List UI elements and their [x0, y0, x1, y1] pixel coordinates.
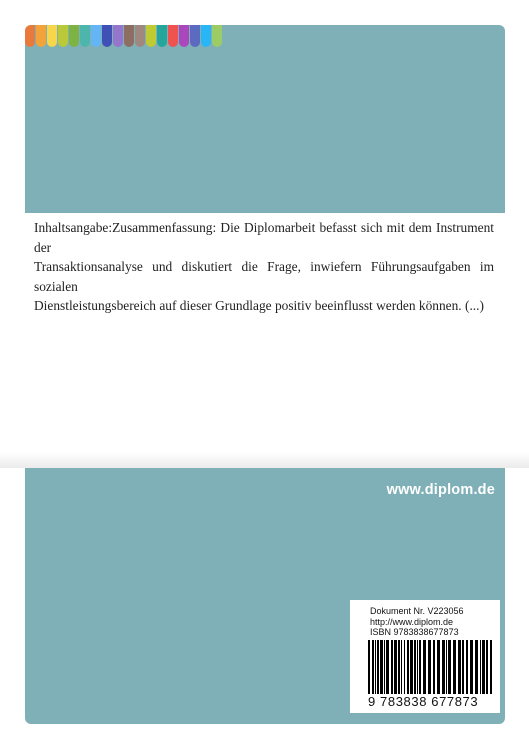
barcode-label [350, 600, 500, 713]
color-stripe [179, 25, 189, 47]
publisher-url: http://www.diplom.de [370, 616, 454, 627]
barcode-icon [368, 640, 494, 694]
color-stripe [113, 25, 123, 47]
color-stripe [201, 25, 211, 47]
barcode-meta [370, 606, 464, 638]
isbn-text: ISBN 9783838677873 [370, 627, 459, 637]
color-stripe [47, 25, 57, 47]
color-stripe [36, 25, 46, 47]
color-stripe [146, 25, 156, 47]
publisher-site: www.diplom.de [386, 482, 495, 498]
isbn-digits: 9 783838 677873 [368, 694, 479, 709]
color-stripes [25, 25, 223, 47]
cover-top-panel [25, 25, 505, 213]
color-stripe [135, 25, 145, 47]
color-stripe [69, 25, 79, 47]
color-stripe [157, 25, 167, 47]
color-stripe [25, 25, 35, 47]
color-stripe [91, 25, 101, 47]
color-stripe [58, 25, 68, 47]
color-stripe [168, 25, 178, 47]
color-stripe [124, 25, 134, 47]
abstract-line-2: Transaktionsanalyse und diskutiert die Frage, inwiefern Führungsaufgaben im sozialen [34, 259, 494, 294]
abstract-text [34, 218, 494, 316]
document-number: Dokument Nr. V223056 [370, 606, 464, 616]
color-stripe [102, 25, 112, 47]
abstract-line-3: Dienstleistungsbereich auf dieser Grundlage positiv beeinflusst werden können. (...) [34, 298, 484, 313]
color-stripe [80, 25, 90, 47]
card-shadow [0, 452, 529, 468]
color-stripe [190, 25, 200, 47]
abstract-line-1: Inhaltsangabe:Zusammenfassung: Die Diplomarbeit befasst sich mit dem Instrument der [34, 220, 494, 255]
color-stripe [212, 25, 222, 47]
